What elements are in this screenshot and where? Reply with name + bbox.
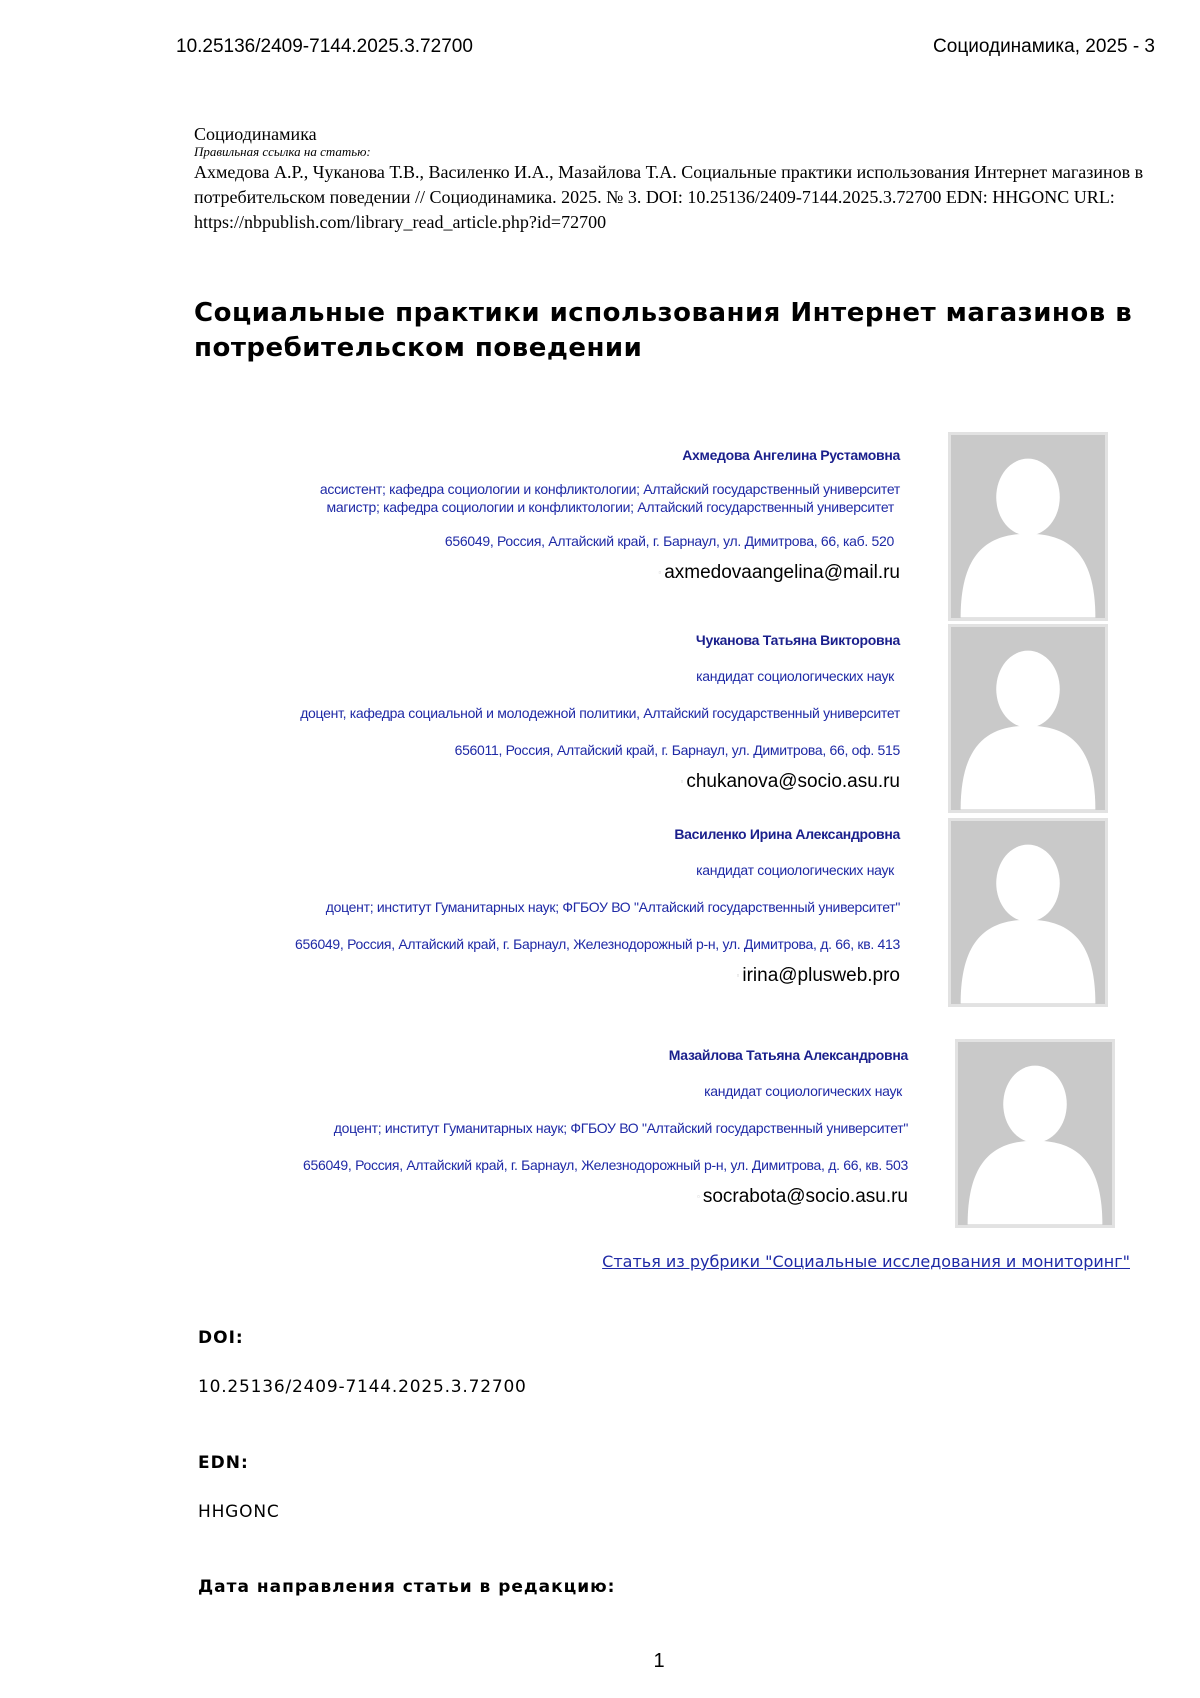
author-address: 656049, Россия, Алтайский край, г. Барнаул, Железнодорожный р-н, ул. Димитрова, д. 66, кв. 413 (294, 936, 900, 952)
edn-label: EDN: (198, 1453, 249, 1473)
edn-value: HHGONC (198, 1502, 280, 1522)
avatar (948, 432, 1108, 621)
avatar (955, 1039, 1115, 1228)
citation-block (194, 124, 1144, 235)
author-address: 656011, Россия, Алтайский край, г. Барнаул, ул. Димитрова, 66, оф. 515 (454, 742, 900, 758)
bullet-icon: ▫ (658, 568, 662, 577)
article-title: Социальные практики использования Интернет магазинов в потребительском поведении (194, 298, 1133, 363)
avatar (948, 624, 1108, 813)
bullet-icon: ▫ (680, 777, 684, 786)
author-card-1 (100, 446, 900, 582)
author-email-row (100, 967, 900, 985)
doi-value: 10.25136/2409-7144.2025.3.72700 (198, 1377, 527, 1397)
citation-text: Ахмедова А.Р., Чуканова Т.В., Василенко И.А., Мазайлова Т.А. Социальные практики использования Интернет магазинов в потребительском поведении // Социодинамика. 2025. № 3. DOI: 10.25136/2409-7144.2025.3.72700 EDN: HHGONC URL: https://nbpublish.com/library_read_article.php?id=72700 (194, 162, 1144, 232)
author-affiliation: ассистент; кафедра социологии и конфликтологии; Алтайский государственный университет (319, 481, 900, 497)
citation-label: Правильная ссылка на статью: (194, 144, 371, 159)
author-position: доцент; институт Гуманитарных наук; ФГБОУ ВО "Алтайский государственный университет" (333, 1120, 908, 1136)
page-number: 1 (653, 1650, 665, 1672)
doi-label: DOI: (198, 1328, 244, 1348)
author-email[interactable]: socrabota@socio.asu.ru (702, 1186, 908, 1208)
author-name: Василенко Ирина Александровна (674, 826, 900, 842)
person-silhouette-icon (951, 435, 1105, 618)
author-email[interactable]: chukanova@socio.asu.ru (686, 771, 900, 793)
bullet-icon: ▫ (696, 1192, 700, 1201)
author-email-row (100, 773, 900, 791)
author-card-3 (100, 825, 900, 985)
author-email[interactable]: irina@plusweb.pro (742, 965, 900, 987)
author-card-4 (108, 1046, 908, 1206)
author-position: доцент, кафедра социальной и молодежной политики, Алтайский государственный университет (300, 705, 900, 721)
author-name: Чуканова Татьяна Викторовна (695, 632, 900, 648)
header-doi: 10.25136/2409-7144.2025.3.72700 (176, 36, 473, 57)
author-card-2 (100, 631, 900, 791)
author-email-row (100, 564, 900, 582)
author-email[interactable]: axmedovaangelina@mail.ru (664, 562, 900, 584)
author-affiliation: магистр; кафедра социологии и конфликтологии; Алтайский государственный университет (326, 499, 894, 515)
submission-date-label: Дата направления статьи в редакцию: (198, 1577, 616, 1597)
person-silhouette-icon (951, 627, 1105, 810)
bullet-icon: ▫ (736, 971, 740, 980)
citation-journal: Социодинамика (194, 124, 317, 144)
author-address: 656049, Россия, Алтайский край, г. Барнаул, Железнодорожный р-н, ул. Димитрова, д. 66, кв. 503 (302, 1157, 908, 1173)
author-address: 656049, Россия, Алтайский край, г. Барнаул, ул. Димитрова, 66, каб. 520 (444, 533, 894, 549)
author-email-row (108, 1188, 908, 1206)
person-silhouette-icon (951, 821, 1105, 1004)
rubric-link[interactable]: Статья из рубрики "Социальные исследования и мониторинг" (602, 1252, 1130, 1271)
person-silhouette-icon (958, 1042, 1112, 1225)
author-degree: кандидат социологических наук (696, 862, 894, 878)
avatar (948, 818, 1108, 1007)
author-name: Ахмедова Ангелина Рустамовна (682, 447, 900, 463)
author-degree: кандидат социологических наук (696, 668, 894, 684)
author-degree: кандидат социологических наук (704, 1083, 902, 1099)
author-name: Мазайлова Татьяна Александровна (668, 1047, 908, 1063)
header-journal-issue: Социодинамика, 2025 - 3 (933, 36, 1155, 57)
author-position: доцент; институт Гуманитарных наук; ФГБОУ ВО "Алтайский государственный университет" (325, 899, 900, 915)
